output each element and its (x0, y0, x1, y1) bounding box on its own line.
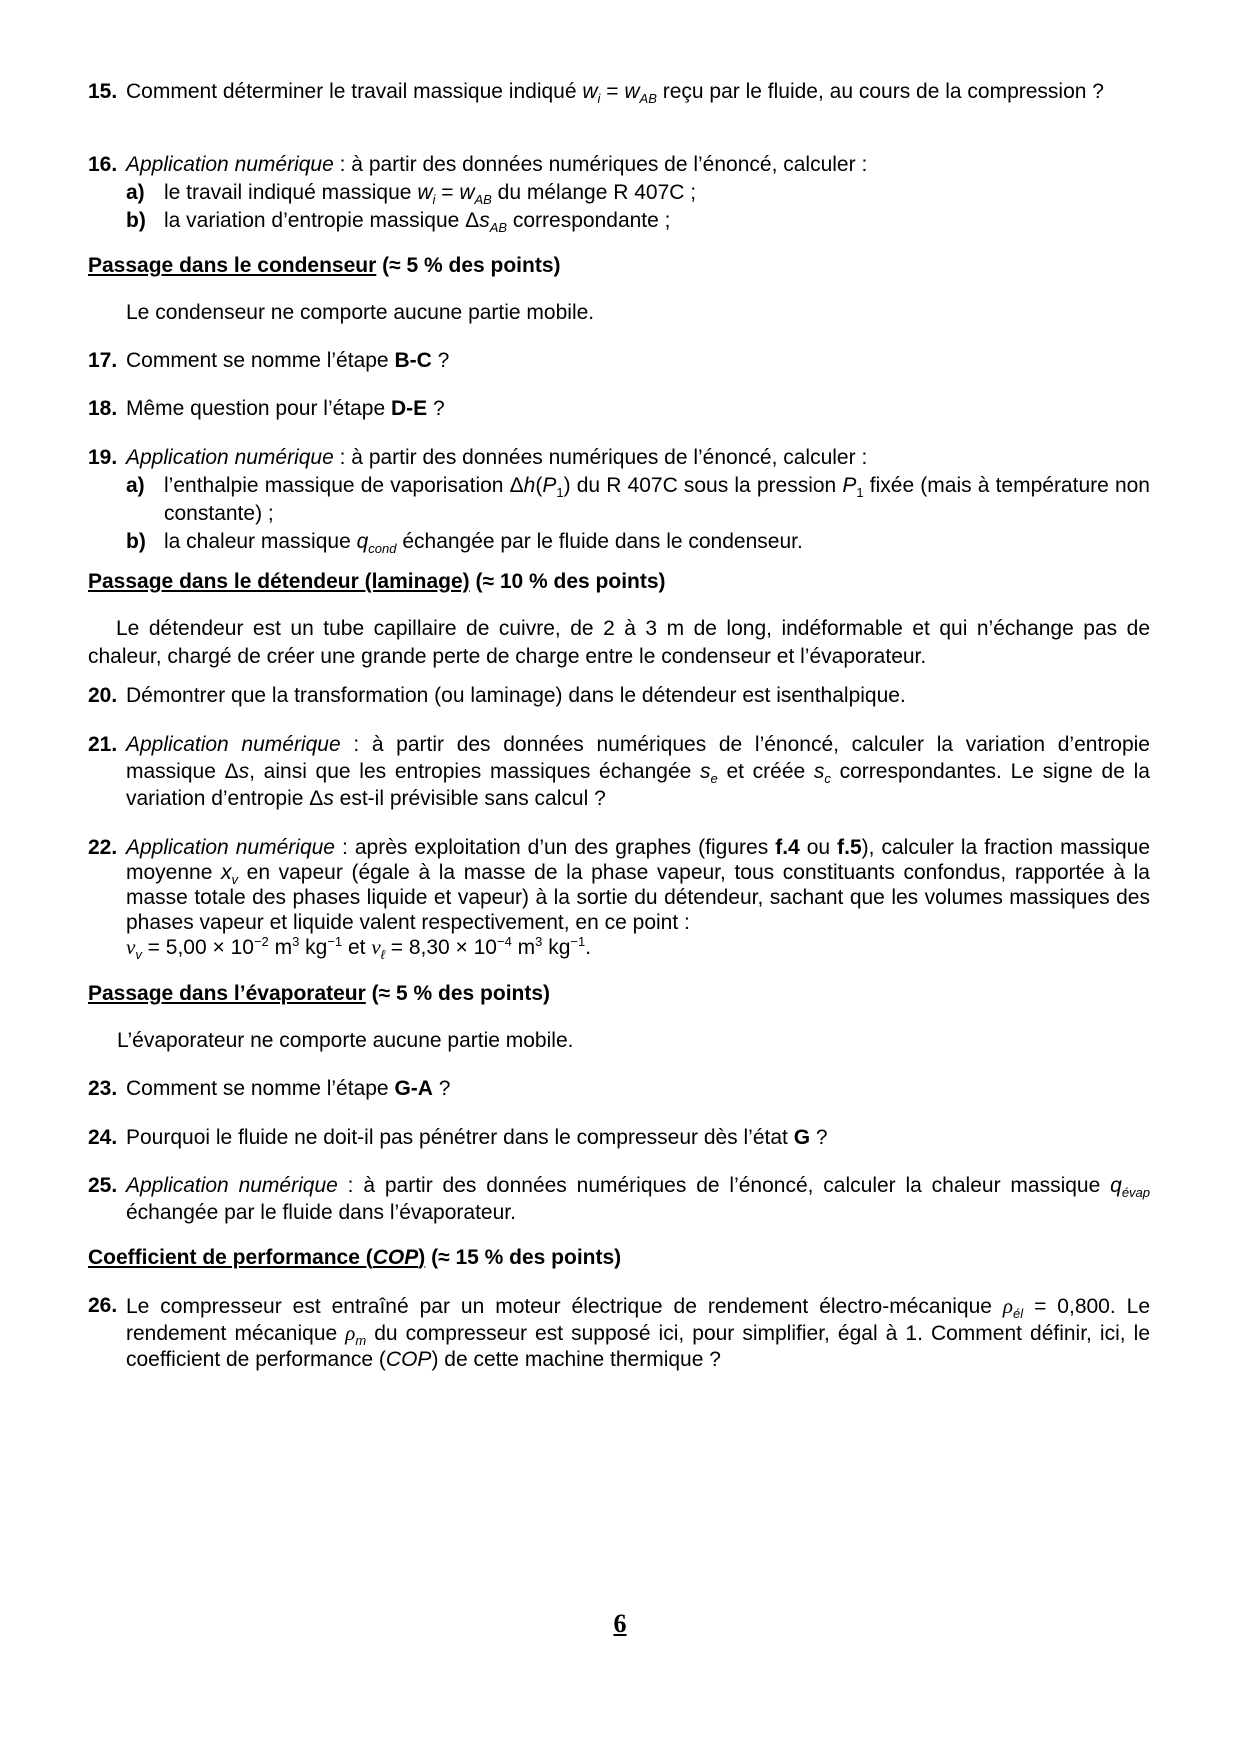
page-number: 6 (613, 1609, 627, 1638)
question-23: 23. Comment se nomme l’étape G-A ? (88, 1075, 1150, 1103)
question-number: 19. (88, 446, 118, 469)
question-number: 16. (88, 153, 118, 176)
question-number: 15. (88, 80, 118, 103)
question-25: 25. Application numérique : à partir des données numériques de l’énoncé, calculer la chaleur massique $q_{évap}$ échangée par le fluide dans l’évaporateur. (88, 1174, 1151, 1224)
question-number: 23. (88, 1077, 118, 1100)
question-number: 17. (88, 349, 118, 372)
paragraph-evaporateur: L’évaporateur ne comporte aucune partie mobile. (117, 1029, 574, 1052)
question-20: 20. Démontrer que la transformation (ou laminage) dans le détendeur est isenthalpique. (88, 682, 1150, 710)
question-number: 21. (88, 733, 118, 756)
question-15: 15. Comment déterminer le travail massique indiqué $w_i = w_{AB}$ reçu par le fluide, au cours de la compression ? (88, 80, 1104, 107)
question-number: 22. (88, 836, 118, 859)
sub-question-b: b) la chaleur massique $q_{cond}$ échangée par le fluide dans le condenseur. (126, 530, 803, 557)
paragraph-condenseur: Le condenseur ne comporte aucune partie mobile. (126, 301, 595, 324)
sub-question-b: b) la variation d’entropie massique $\Delta s_{AB}$ correspondante ; (126, 209, 671, 236)
section-heading-cop: Coefficient de performance (COP) (≈ 15 % des points) (88, 1246, 622, 1269)
question-number: 24. (88, 1126, 118, 1149)
question-19: 19. Application numérique : à partir des données numériques de l’énoncé, calculer : a) l’enthalpie massique de vaporisation $\Delta h(P_1)$ du R 407C sous la pression $P_1$ fixée (mais à température non constante) ; b) la chaleur massique $q_{cond}$ échangée par le fluide dans le condenseur. (88, 446, 1150, 557)
question-22: 22. Application numérique : après exploitation d’un des graphes (figures f.4 ou f.5), calculer la fraction massique moyenne $x_v$ en vapeur (égale à la masse de la phase vapeur, tous constituants confondus, rapportée à la masse totale des phases liquide et vapeur) à la sortie du détendeur, sachant que les volumes massiques des phases vapeur et liquide valent respectivement, en ce point : $v_v = 5,00 \times 10^{-2}$ $m^3$ $kg^{-1}$ et $v_\ell = 8,30 \times 10^{-4}$ $m^3$ $kg^{-1}$. (88, 836, 1151, 963)
question-16: 16. Application numérique : à partir des données numériques de l’énoncé, calculer : a) le travail indiqué massique $w_i = w_{AB}$ du mélange R 407C ; b) la variation d’entropie massique $\Delta s_{AB}$ correspondante ; (88, 151, 1150, 235)
question-number: 25. (88, 1174, 118, 1197)
question-number: 26. (88, 1294, 118, 1317)
section-heading-condenseur: Passage dans le condenseur (≈ 5 % des points) (88, 254, 561, 277)
question-number: 18. (88, 397, 118, 420)
question-17: 17. Comment se nomme l’étape B-C ? (88, 347, 1150, 375)
sub-question-a: a) l’enthalpie massique de vaporisation $\Delta h(P_1)$ du R 407C sous la pression $P_1$ fixée (mais à température non constante) ; (126, 474, 1150, 525)
question-18: 18. Même question pour l’étape D-E ? (88, 395, 1150, 423)
question-21: 21. Application numérique : à partir des données numériques de l’énoncé, calculer la variation d’entropie massique Δs, ainsi que les entropies massiques échangée $s_e$ et créée $s_c$ correspondantes. Le signe de la variation d’entropie Δs est-il prévisible sans calcul ? (88, 733, 1150, 810)
question-number: 20. (88, 684, 118, 707)
paragraph-detendeur: Le détendeur est un tube capillaire de cuivre, de 2 à 3 m de long, indéformable et qui n’échange pas de chaleur, chargé de créer une grande perte de charge entre le condenseur et l’évaporateur. (88, 617, 1150, 668)
sub-question-a: a) le travail indiqué massique $w_i = w_{AB}$ du mélange R 407C ; (126, 181, 697, 208)
question-26: 26. Le compresseur est entraîné par un moteur électrique de rendement électro-mécanique $\rho_{él} = 0,800$. Le rendement mécanique $\rho_m$ du compresseur est supposé ici, pour simplifier, égal à 1. Comment définir, ici, le coefficient de performance (COP) de cette machine thermique ? (88, 1294, 1151, 1371)
section-heading-detendeur: Passage dans le détendeur (laminage) (≈ 10 % des points) (88, 570, 666, 593)
question-24: 24. Pourquoi le fluide ne doit-il pas pénétrer dans le compresseur dès l’état G ? (88, 1124, 1150, 1152)
section-heading-evaporateur: Passage dans l’évaporateur (≈ 5 % des points) (88, 982, 551, 1005)
